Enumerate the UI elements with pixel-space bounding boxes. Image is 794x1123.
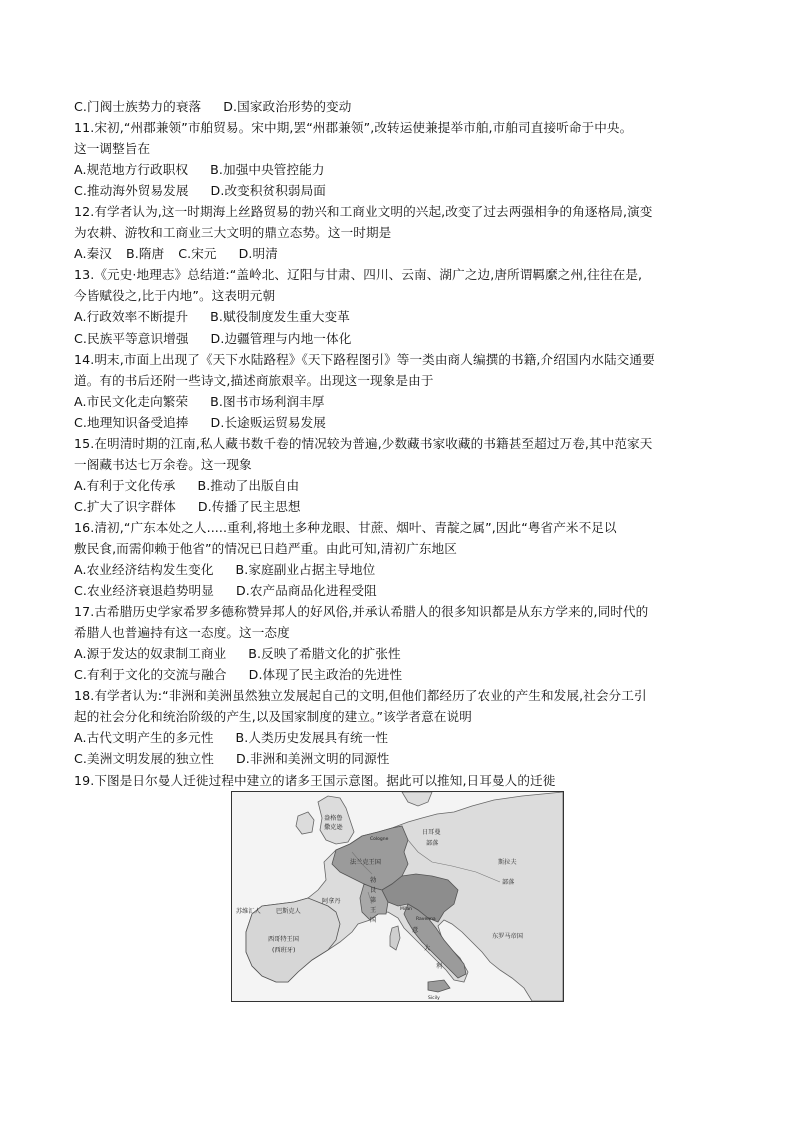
map-label-milan: Milan [400, 907, 412, 912]
answer-option: B.图书市场利润丰厚 [210, 393, 325, 409]
map-label-saxon-1: 盎格鲁 [324, 815, 343, 822]
answer-option: B.赋役制度发生重大变革 [210, 309, 350, 325]
map-label-suebi: 苏维汇人 [236, 908, 261, 915]
map-image [232, 792, 563, 1001]
question-text: 13.《元史·地理志》总结道:“盖岭北、辽阳与甘肃、四川、云南、湖广之边,唐所谓羁縻之州,往往在是, [74, 267, 643, 283]
options-line [74, 475, 754, 496]
question-text: 14.明末,市面上出现了《天下水陆路程》《天下路程图引》等一类由商人编撰的书籍,介绍国内水陆交通要 [74, 351, 655, 367]
question-text: 起的社会分化和统治阶级的产生,以及国家制度的建立。”该学者意在说明 [74, 709, 472, 725]
map-label-eastrome: 东罗马帝国 [492, 933, 523, 940]
map-label-frank: 法兰克王国 [350, 859, 381, 866]
map-label-germanic-2: 部落 [426, 840, 439, 847]
question-text: 敷民食,而需仰赖于他省”的情况已日趋严重。由此可知,清初广东地区 [74, 540, 457, 556]
answer-option: A.行政效率不断提升 [74, 309, 189, 325]
answer-option: C.扩大了识字群体 [74, 498, 176, 514]
options-line [74, 391, 754, 412]
options-line [74, 748, 754, 769]
question-text: 18.有学者认为:“非洲和美洲虽然独立发展起自己的文明,但他们都经历了农业的产生和发展,社会分工引 [74, 688, 647, 704]
answer-option: B.反映了希腊文化的扩张性 [248, 646, 401, 662]
options-line [74, 559, 754, 580]
answer-option: D.体现了民主政治的先进性 [248, 667, 403, 683]
answer-option: D.国家政治形势的变动 [223, 99, 352, 114]
map-label-burgundy-3: 第 [370, 897, 377, 904]
answer-option: C.地理知识备受追捧 [74, 414, 189, 430]
answer-option: D.改变积贫积弱局面 [210, 183, 326, 199]
options-line [74, 643, 754, 664]
answer-option: B.推动了出版自由 [197, 477, 300, 493]
question-text: 19.下图是日尔曼人迁徙过程中建立的诸多王国示意图。据此可以推知,日耳曼人的迁徙 [74, 772, 556, 788]
exam-page [74, 96, 754, 791]
answer-option: D.非洲和美洲文明的同源性 [235, 751, 390, 767]
answer-option: B.家庭副业占据主导地位 [235, 562, 376, 578]
options-line [74, 159, 754, 180]
answer-option: A.古代文明产生的多元性 [74, 730, 214, 746]
question-text: 15.在明清时期的江南,私人藏书数千卷的情况较为普遍,少数藏书家收藏的书籍甚至超过万卷,其中范家天 [74, 435, 653, 451]
answer-option: D.明清 [238, 246, 278, 262]
question-text: 道。有的书后还附一些诗文,描述商旅艰辛。出现这一现象是由于 [74, 372, 434, 388]
map-label-ravenna: Ravenna [416, 917, 436, 922]
answer-option: C.农业经济衰退趋势明显 [74, 583, 214, 599]
options-line [74, 96, 754, 117]
options-line [74, 580, 754, 601]
options-line [74, 328, 754, 349]
options-line [74, 412, 754, 433]
options-line [74, 243, 754, 264]
answer-option: C.有利于文化的交流与融合 [74, 667, 227, 683]
answer-option: C.美洲文明发展的独立性 [74, 751, 214, 767]
map-label-italy-2: 大 [424, 945, 431, 952]
map-label-slavic-1: 斯拉夫 [498, 859, 517, 866]
map-label-saxon-2: 撒克逊 [324, 824, 343, 831]
answer-option: B.人类历史发展具有统一性 [235, 730, 389, 746]
answer-option: C.民族平等意识增强 [74, 330, 189, 346]
question-text: 一阁藏书达七万余卷。这一现象 [74, 456, 252, 472]
answer-option: D.长途贩运贸易发展 [210, 414, 326, 430]
map-label-burgundy-4: 王 [370, 907, 377, 914]
map-label-basque: 巴斯克人 [276, 908, 301, 915]
answer-option: D.农产品商品化进程受阻 [235, 583, 377, 599]
map-label-burgundy-1: 勃 [370, 877, 377, 884]
map-label-italy-1: 意 [412, 927, 419, 934]
answer-option: C.推动海外贸易发展 [74, 183, 189, 199]
answer-option: A.农业经济结构发生变化 [74, 562, 214, 578]
map-label-spain: (西班牙) [272, 947, 296, 954]
answer-option: D.传播了民主思想 [197, 498, 301, 514]
question-text: 16.清初,“广东本处之人.....重利,将地土多种龙眼、甘蔗、烟叶、青靛之属”,因此“粤省产米不足以 [74, 519, 617, 535]
answer-option: C.门阀士族势力的衰落 [74, 99, 202, 114]
options-line [74, 496, 754, 517]
map-label-visigoth: 西哥特王国 [268, 936, 299, 943]
answer-option: A.市民文化走向繁荣 [74, 393, 189, 409]
options-line [74, 664, 754, 685]
options-line [74, 180, 754, 201]
answer-option: A.有利于文化传承 [74, 477, 176, 493]
map-label-burgundy-2: 艮 [370, 887, 377, 894]
answer-option: A.源于发达的奴隶制工商业 [74, 646, 227, 662]
map-label-cologne: Cologne [370, 837, 389, 842]
map-label-germanic-1: 日耳曼 [422, 829, 441, 836]
question-text: 今皆赋役之,比于内地”。这表明元朝 [74, 288, 276, 304]
map-label-italy-3: 利 [436, 963, 443, 970]
options-line [74, 306, 754, 327]
question-text: 这一调整旨在 [74, 141, 151, 157]
question-text: 为农耕、游牧和工商业三大文明的鼎立态势。这一时期是 [74, 225, 392, 241]
germanic-kingdoms-map [231, 791, 564, 1002]
answer-option: A.规范地方行政职权 [74, 162, 189, 178]
question-text: 17.古希腊历史学家希罗多德称赞异邦人的好风俗,并承认希腊人的很多知识都是从东方学来的,同时代的 [74, 604, 649, 620]
answer-option: C.宋元 [178, 246, 217, 262]
answer-option: A.秦汉 [74, 246, 112, 262]
map-label-alemanni: 阿拿丹 [322, 898, 341, 905]
map-label-slavic-2: 部落 [502, 879, 515, 886]
map-label-sicily: Sicily [428, 996, 440, 1001]
answer-option: B.加强中央管控能力 [210, 162, 325, 178]
question-text: 11.宋初,“州郡兼领”市舶贸易。宋中期,罢“州郡兼领”,改转运使兼提举市舶,市舶司直接听命于中央。 [74, 120, 633, 136]
question-text: 希腊人也普遍持有这一态度。这一态度 [74, 625, 290, 641]
answer-option: B.隋唐 [125, 246, 165, 262]
options-line [74, 727, 754, 748]
answer-option: D.边疆管理与内地一体化 [210, 330, 352, 346]
question-text: 12.有学者认为,这一时期海上丝路贸易的勃兴和工商业文明的兴起,改变了过去两强相争的角逐格局,演变 [74, 204, 653, 220]
map-label-burgundy-5: 国 [370, 917, 377, 924]
